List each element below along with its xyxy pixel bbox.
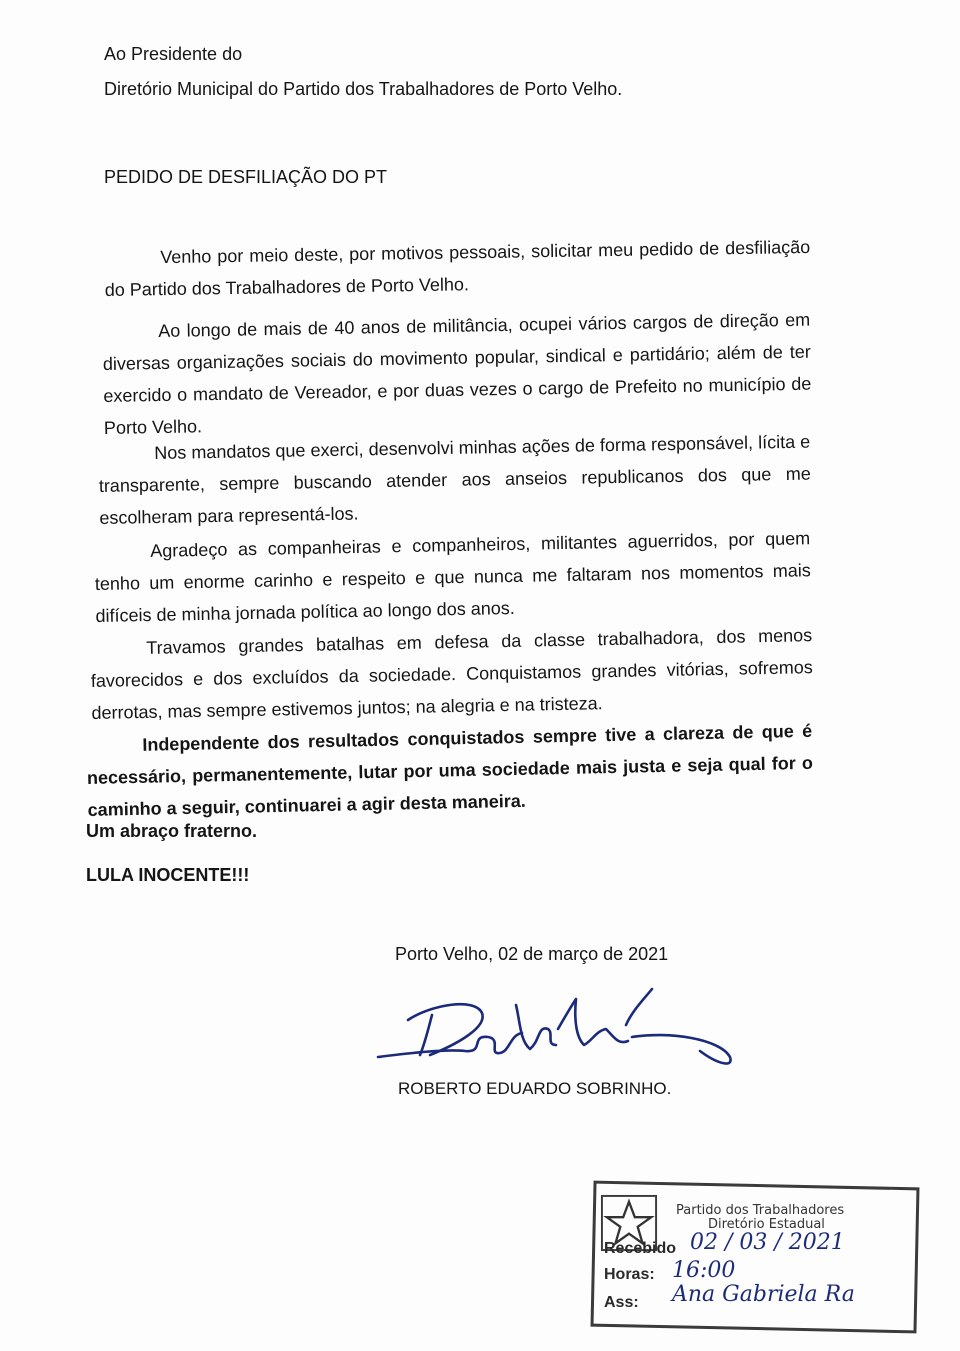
- paragraph-6: Independente dos resultados conquistados sempre tive a clareza de que é necessário, permanentemente, lutar por uma sociedade mais justa e seja qual for o caminho a seguir, continuarei a agir desta maneira.: [86, 720, 814, 820]
- stamp-org-name: Partido dos Trabalhadores: [676, 1203, 845, 1218]
- recipient-line-2: Diretório Municipal do Partido dos Trabalhadores de Porto Velho.: [104, 79, 623, 99]
- stamp-received-value: 02 / 03 / 2021: [690, 1230, 845, 1255]
- received-stamp: [560, 1150, 960, 1351]
- slogan-line: LULA INOCENTE!!!: [86, 865, 250, 885]
- stamp-signature-value: Ana Gabriela Ra: [672, 1282, 855, 1307]
- paragraph-1: Venho por meio deste, por motivos pessoais, solicitar meu pedido de desfiliação do Partido dos Trabalhadores de Porto Velho.: [104, 236, 811, 300]
- stamp-hours-label: Horas:: [604, 1266, 655, 1283]
- paragraph-4: Agradeço as companheiras e companheiros, militantes aguerridos, por quem tenho um enorme carinho e respeito e que nunca me faltaram nos momentos mais difíceis de minha jornada política ao longo dos anos.: [94, 528, 811, 626]
- paragraph-5: Travamos grandes batalhas em defesa da classe trabalhadora, dos menos favorecidos e dos excluídos da sociedade. Conquistamos grandes vitórias, sofremos derrotas, mas sempre estivemos juntos; na alegria e na tristeza.: [90, 625, 813, 723]
- paragraph-3: Nos mandatos que exerci, desenvolvi minhas ações de forma responsável, lícita e transparente, sempre buscando atender aos anseios republicanos dos que me escolheram para representá-los.: [98, 431, 811, 528]
- stamp-received-label: Recebido: [604, 1240, 677, 1257]
- paragraph-2: Ao longo de mais de 40 anos de militância, ocupei vários cargos de direção em diversas organizações sociais do movimento popular, sindical e partidário; além de ter exercido o mandato de Vereador, e por duas vezes o cargo de Prefeito no município de Porto Velho.: [102, 309, 812, 438]
- closing-line: Um abraço fraterno.: [86, 821, 258, 841]
- stamp-hours-value: 16:00: [672, 1258, 736, 1283]
- handwritten-signature: [370, 985, 750, 1080]
- stamp-org-unit: Diretório Estadual: [708, 1217, 825, 1232]
- signatory-name: ROBERTO EDUARDO SOBRINHO.: [398, 1079, 672, 1098]
- subject-line: PEDIDO DE DESFILIAÇÃO DO PT: [104, 167, 388, 187]
- place-date: Porto Velho, 02 de março de 2021: [395, 944, 669, 964]
- recipient-line-1: Ao Presidente do: [104, 44, 243, 64]
- stamp-signature-label: Ass:: [604, 1294, 639, 1311]
